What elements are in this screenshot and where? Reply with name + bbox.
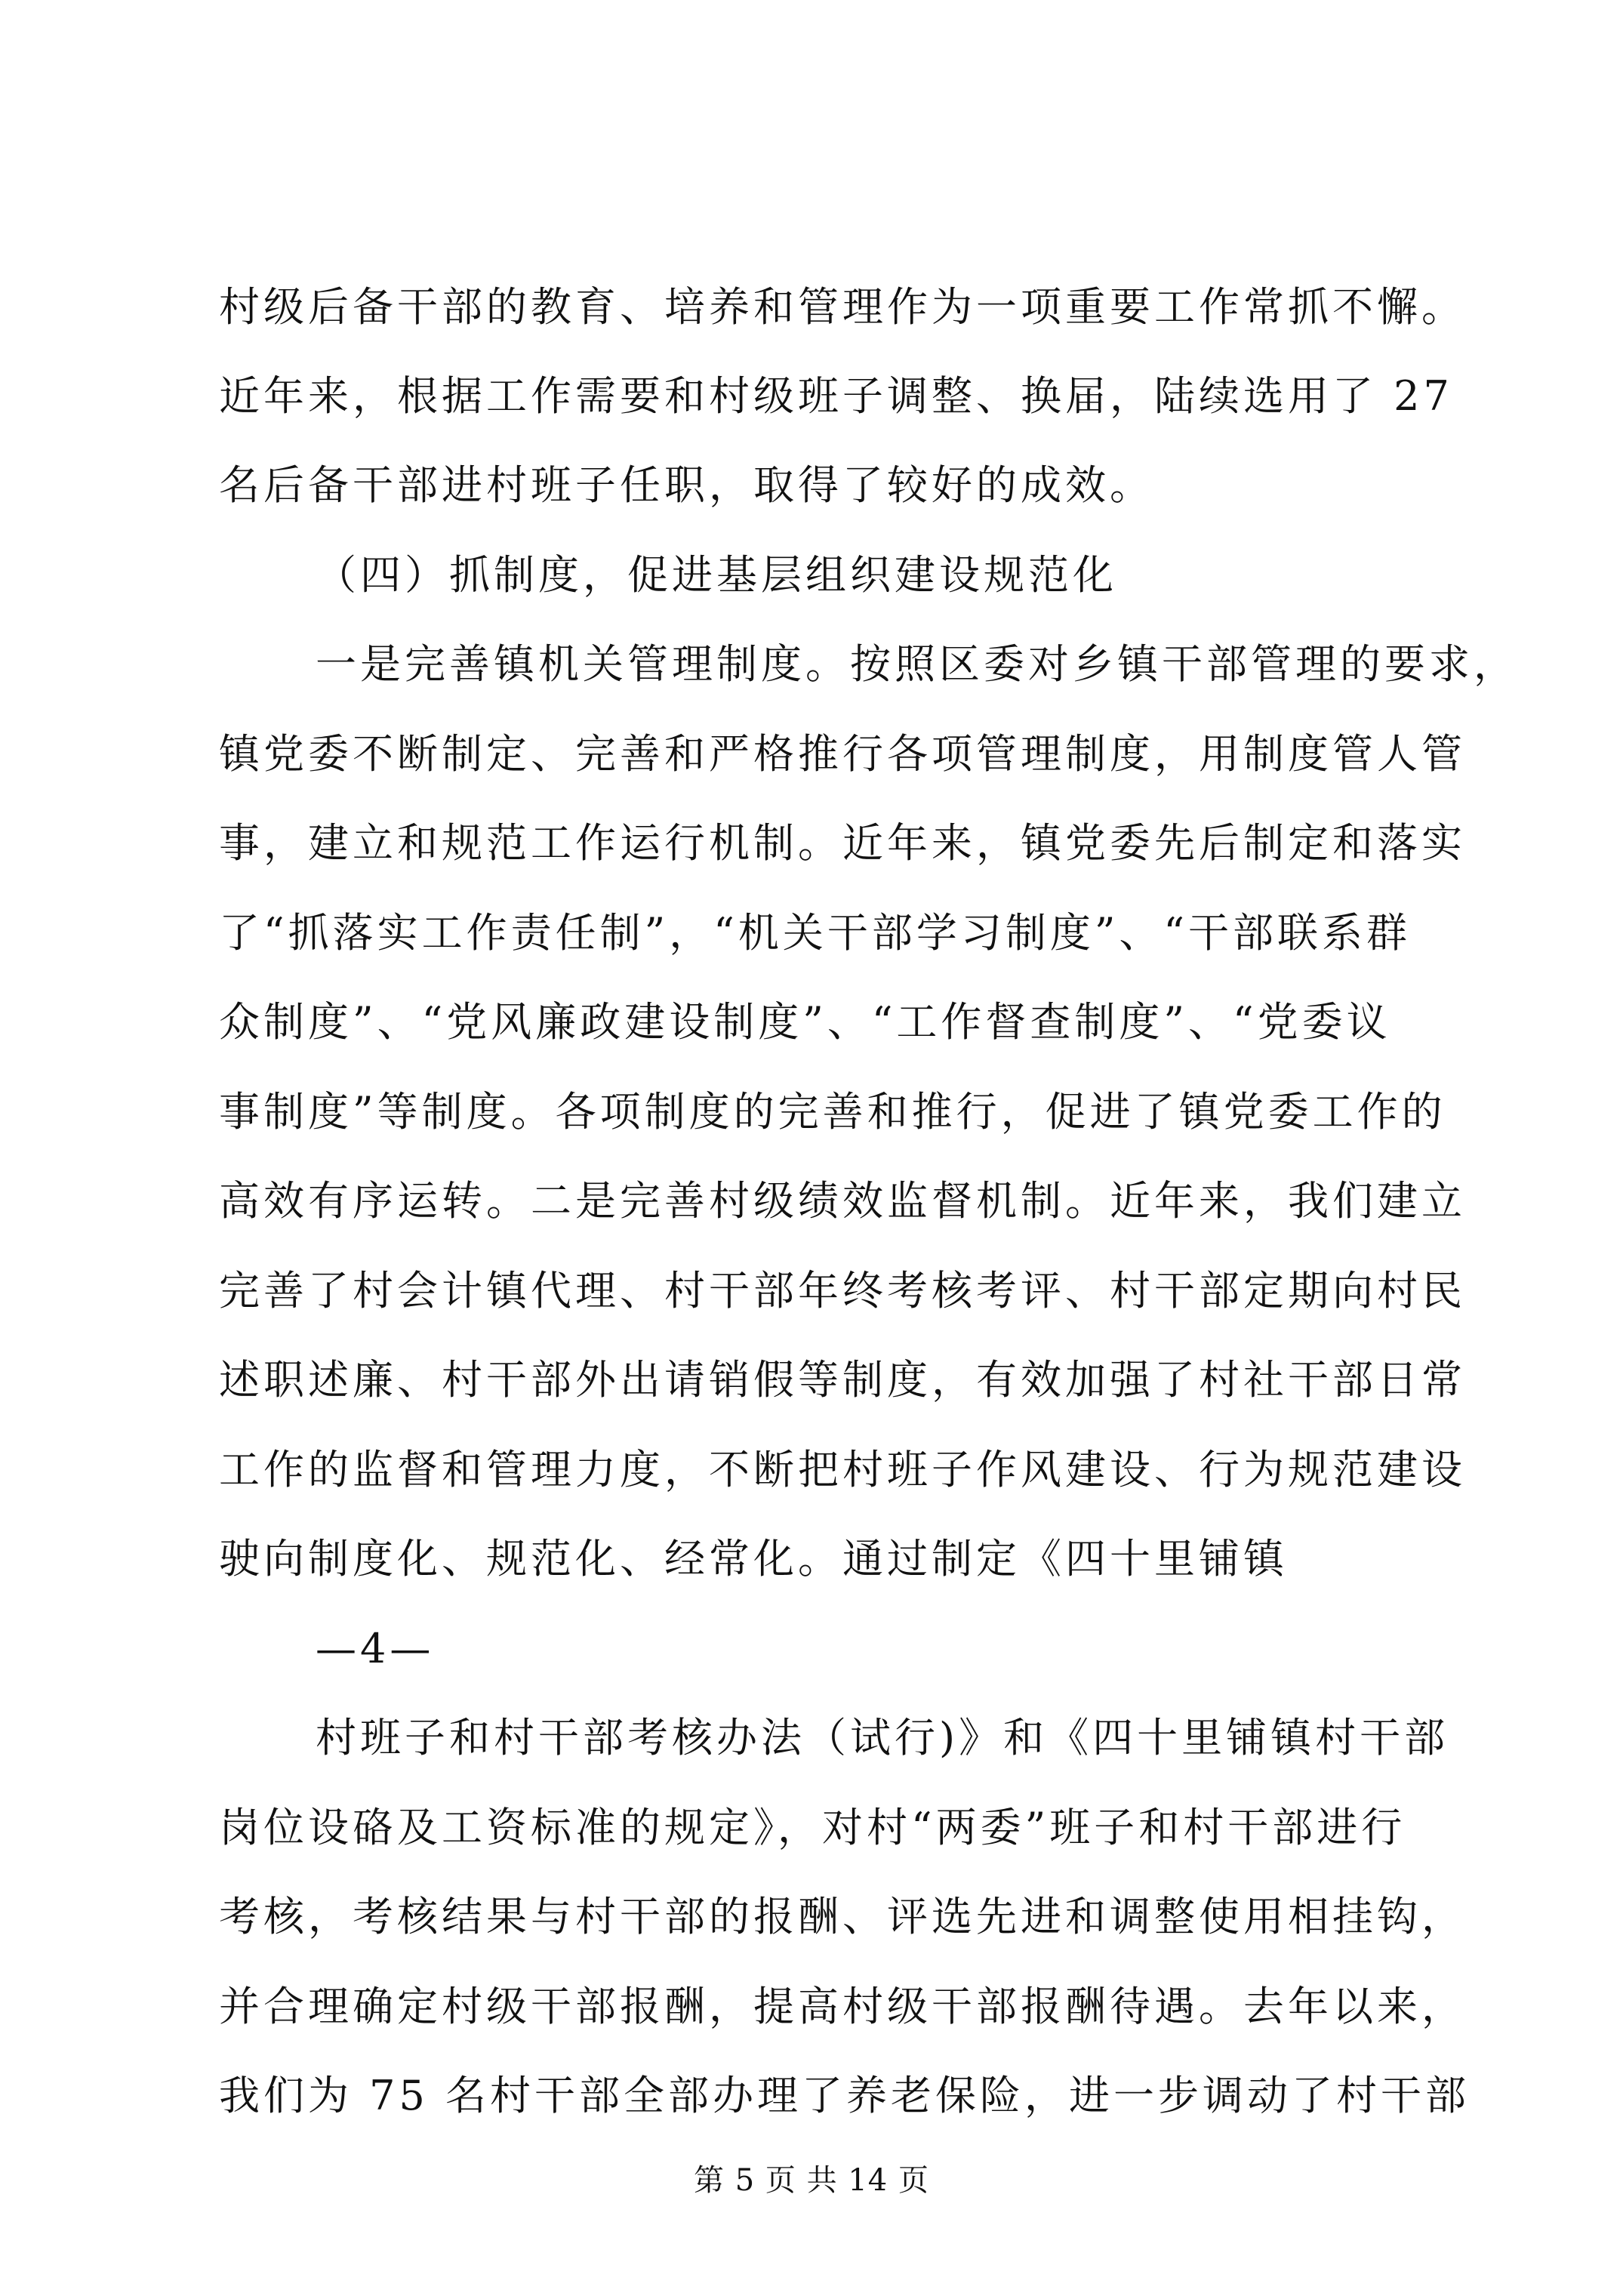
body-line: 完善了村会计镇代理、村干部年终考核考评、村干部定期向村民: [219, 1267, 1466, 1314]
body-line: 工作的监督和管理力度，不断把村班子作风建设、行为规范建设: [219, 1446, 1466, 1493]
body-line: 一是完善镇机关管理制度。按照区委对乡镇干部管理的要求，: [316, 640, 1518, 688]
body-line: 近年来，根据工作需要和村级班子调整、换届，陆续选用了 27: [219, 372, 1453, 420]
body-line: 考核，考核结果与村干部的报酬、评选先进和调整使用相挂钩，: [219, 1893, 1466, 1940]
section-heading: （四）抓制度，促进基层组织建设规范化: [316, 551, 1117, 599]
body-line: 事，建立和规范工作运行机制。近年来，镇党委先后制定和落实: [219, 819, 1466, 867]
body-line: 我们为 75 名村干部全部办理了养老保险，进一步调动了村干部: [219, 2072, 1471, 2119]
body-line: 名后备干部进村班子任职，取得了较好的成效。: [219, 461, 1154, 509]
body-line: 驶向制度化、规范化、经常化。通过制定《四十里铺镇: [219, 1535, 1288, 1583]
body-line: 了“抓落实工作责任制”，“机关干部学习制度”、“干部联系群: [219, 909, 1412, 957]
body-line: 高效有序运转。二是完善村级绩效监督机制。近年来，我们建立: [219, 1177, 1466, 1225]
body-line: 并合理确定村级干部报酬，提高村级干部报酬待遇。去年以来，: [219, 1983, 1466, 2030]
page-footer: 第 5 页 共 14 页: [694, 2163, 929, 2198]
body-line: 述职述廉、村干部外出请销假等制度，有效加强了村社干部日常: [219, 1356, 1466, 1404]
body-line: 众制度”、“党风廉政建设制度”、“工作督查制度”、“党委议: [219, 998, 1391, 1046]
body-line: 村班子和村干部考核办法（试行)》和《四十里铺镇村干部: [316, 1714, 1449, 1761]
body-line: 岗位设硌及工资标准的规定》，对村“两委”班子和村干部进行: [219, 1804, 1406, 1851]
page-marker: —4—: [316, 1625, 435, 1672]
body-line: 事制度”等制度。各项制度的完善和推行，促进了镇党委工作的: [219, 1088, 1446, 1136]
body-line: 村级后备干部的教育、培养和管理作为一项重要工作常抓不懈。: [219, 283, 1466, 331]
body-line: 镇党委不断制定、完善和严格推行各项管理制度，用制度管人管: [219, 730, 1466, 778]
